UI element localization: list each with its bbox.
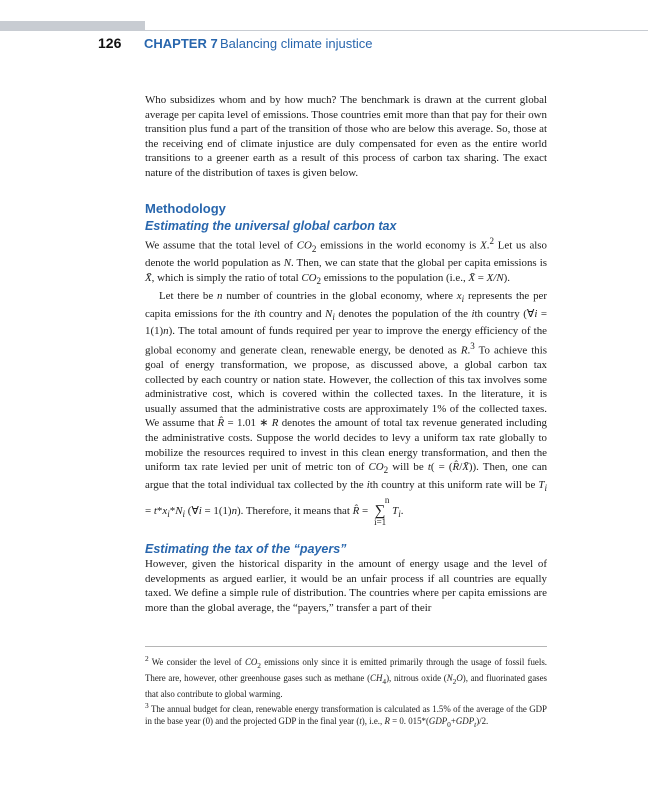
footnote-3: $^3$ The annual budget for clean, renewable energy transformation is calculated as 1.5% of the average of the GDP in the base year (0) and the projected GDP in the final year (t), i.e., R = 0. $015*(GDP_0+GDP_t)/2$. bbox=[145, 701, 547, 730]
chapter-label: CHAPTER 7 bbox=[144, 36, 218, 51]
subheading-payers-tax: Estimating the tax of the “payers” bbox=[145, 542, 347, 556]
footnote-3-number: 3 bbox=[145, 701, 149, 711]
chapter-title: Balancing climate injustice bbox=[220, 36, 373, 51]
page-number: 126 bbox=[98, 35, 122, 51]
methodology-body bbox=[145, 234, 547, 527]
paragraph-tax-derivation: Let there be n number of countries in the global economy, where $x_i$ represents the per capita emissions for the ith country and $N_i$ denotes the population of the ith country (∀i = 1(1)n). The total amount of funds required per year to improve the energy efficiency of the global economy and generate clean, renewable energy, be denoted as R.$^3$ To achieve this goal of energy transformation, we propose, as discussed above, a global carbon tax collected by each country or nation state. However, the collection of this tax involves some administrative cost, which is covered within the collected taxes. In the literature, it is usually assumed that the administrative costs are approximately 1% of the collected taxes. We assume that R̂ = 1.01 ∗ R denotes the amount of total tax revenue generated including the administrative costs. Suppose the world decides to levy a uniform tax rate globally to mobilize the resources required to invest in this clean energy transformation, and then the uniform tax rate levied per unit of metric ton of $CO_2$ will be t( = (R̂/X̄)). Then, one can argue that the total individual tax collected by the ith country at this uniform rate will be $T_i = t*x_i*N_i$ (∀i = 1(1)n). Therefore, it means that R̂ = n ∑ i=1 $T_i$. bbox=[145, 289, 548, 527]
footnote-ref-3[interactable]: 3 bbox=[470, 340, 475, 351]
footnote-2: $^2$ We consider the level of $CO_2$ emissions only since it is emitted primarily through the usage of fossil fuels. There are, however, other greenhouse gases such as methane $(CH_4)$, nitrous oxide $(N_2O)$, and fluorinated gases that also contribute to global warming. bbox=[145, 654, 547, 699]
payers-paragraph: However, given the historical disparity in the amount of energy usage and the level of developments as argued earlier, it would be an unfair process if all countries are equally taxed. We define a simple rule of distribution. The countries where per capita emissions are more than the global average, the “payers,” transfer a part of their bbox=[145, 558, 547, 614]
paragraph-assumptions: We assume that the total level of $CO_2$ emissions in the world economy is X.$^2$ Let us also denote the world population as N. Then, we can state that the global per capita emissions is X̄, which is simply the ratio of total $CO_2$ emissions to the population (i.e., X̄ = X/N). bbox=[145, 236, 547, 287]
intro-paragraph: Who subsidizes whom and by how much? The benchmark is drawn at the current global average per capita level of emissions. Those countries emit more than that pay for their own transition plus fund a part of the transition of those who are below this average. So, those at the receiving end of climate injustice are duly compensated for even as the entire world transitions to a greener earth as a result of this process of carbon tax sharing. The exact nature of the distribution of taxes is given below. bbox=[145, 94, 547, 179]
footnotes bbox=[145, 653, 547, 731]
footnote-2-number: 2 bbox=[145, 654, 149, 663]
section-heading: Methodology bbox=[145, 201, 226, 216]
footnote-rule bbox=[145, 646, 547, 647]
subheading-global-carbon-tax: Estimating the universal global carbon tax bbox=[145, 219, 397, 233]
header-color-bar bbox=[0, 21, 145, 31]
footnote-ref-2[interactable]: 2 bbox=[489, 236, 494, 246]
header-rule bbox=[145, 30, 648, 31]
